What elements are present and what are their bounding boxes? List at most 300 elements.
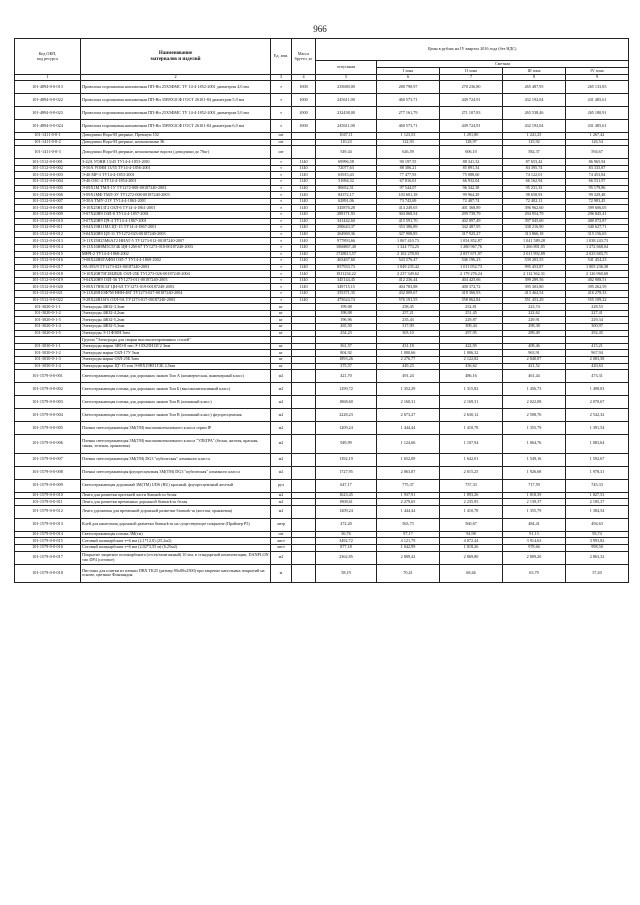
zone-3-price-cell: 1 355,79 xyxy=(503,505,566,518)
code-cell: 101-1512-0-0-004 xyxy=(15,178,81,185)
zone-1-price-cell: 563,73 xyxy=(377,518,440,531)
zone-2-price-cell: 99 964,29 xyxy=(440,192,503,199)
name-cell: Электроды марки ОЗЛ-17У 5мм xyxy=(81,350,271,357)
code-cell: 101-1512-0-0-012 xyxy=(15,231,81,238)
zone-1-price-cell: 2 160,31 xyxy=(377,396,440,409)
zone-3-price-cell: 2 112 362,31 xyxy=(503,271,566,278)
zone-2-price-cell: 94,98 xyxy=(440,531,503,538)
zone-2-price-cell: 1 642,01 xyxy=(440,453,503,466)
zone-4-price-cell: 265 133,83 xyxy=(566,81,629,94)
unit-cell: м2 xyxy=(271,466,292,479)
unit-cell: кг xyxy=(271,363,292,370)
code-cell: 101-1579-0-0-006 xyxy=(15,435,81,454)
unit-header: Ед. изм. xyxy=(271,39,292,75)
zone-4-price-cell: 395 262,59 xyxy=(566,284,629,291)
zone-4-price-cell: 74 453,84 xyxy=(566,172,629,179)
zone-1-price-cell: 77 477,93 xyxy=(377,172,440,179)
table-row xyxy=(15,545,629,552)
zone-4-price-cell: 93,74 xyxy=(566,531,629,538)
weight-cell: 1140 xyxy=(292,225,316,232)
zone-2-price-cell: 2 015,25 xyxy=(440,466,503,479)
unit-cell: т xyxy=(271,264,292,271)
name-cell: Пленка светоотражающая флуоресцентная 3M(TM) DG3 "кубическая" алмазного класса xyxy=(81,466,271,479)
code-cell: 101-1579-0-0-007 xyxy=(15,453,81,466)
zone-4-price-cell: 541 454,23 xyxy=(566,258,629,265)
wholesale-price-cell: 1728813,57 xyxy=(316,251,377,258)
zone-1-price-cell: 2 102 278,93 xyxy=(377,251,440,258)
zone-4-price-cell: 431 485,61 xyxy=(566,94,629,107)
zone-1-price-cell: 449,23 xyxy=(377,363,440,370)
unit-cell: литр xyxy=(271,518,292,531)
col-num: 8 xyxy=(503,75,566,81)
unit-cell: кг xyxy=(271,310,292,317)
table-row xyxy=(15,185,629,192)
wholesale-price-cell: 1908,61 xyxy=(316,499,377,506)
wholesale-price-cell: 1209,24 xyxy=(316,422,377,435)
zone-2-price-cell: 449 724,91 xyxy=(440,94,503,107)
unit-cell: рул xyxy=(271,479,292,492)
wholesale-price-cell: 421,70 xyxy=(316,370,377,383)
zone-4-price-cell: 2 863,32 xyxy=(566,551,629,564)
unit-cell: т xyxy=(271,277,292,284)
weight-cell: 1140 xyxy=(292,291,316,298)
zone-1-price-cell xyxy=(377,337,440,344)
zone-3-price-cell: 408,46 xyxy=(503,343,566,350)
zone-2-price-cell: 72 407,74 xyxy=(440,198,503,205)
table-row xyxy=(15,453,629,466)
zone-3-price-cell: 1 355,79 xyxy=(503,422,566,435)
code-cell: 101-3020-0-1-1 xyxy=(15,304,81,311)
code-cell: 101-1579-0-0-009 xyxy=(15,479,81,492)
table-row xyxy=(15,120,629,133)
wholesale-price-cell: 345144,45 xyxy=(316,277,377,284)
weight-cell xyxy=(292,518,316,531)
code-cell: 101-1512-0-0-013 xyxy=(15,238,81,245)
zone-4-price-cell: 400 072,87 xyxy=(566,218,629,225)
wholesale-price-cell: 264969,36 xyxy=(316,231,377,238)
zone-3-price-cell: 963,91 xyxy=(503,350,566,357)
zone-1-price-cell: 626,59 xyxy=(377,146,440,159)
zone-2-price-cell: 270 236,80 xyxy=(440,81,503,94)
unit-cell: т xyxy=(271,218,292,225)
zone-1-price-cell: 1 000,66 xyxy=(377,350,440,357)
code-cell: 101-1512-0-0-001 xyxy=(15,159,81,166)
zone-3-price-cell: 74 122,01 xyxy=(503,172,566,179)
zone-3-price-cell: 222,62 xyxy=(503,310,566,317)
weight-cell: 1140 xyxy=(292,264,316,271)
weight-cell xyxy=(292,453,316,466)
zone-4-price-cell: 99 329,48 xyxy=(566,192,629,199)
weight-cell xyxy=(292,422,316,435)
zone-1-price-cell: 1 042,99 xyxy=(377,545,440,552)
name-cell: Пленка светоотражающая 3M(TM) высокоинтенсивного класса серии IP xyxy=(81,422,271,435)
zone-1-price-cell: 317,09 xyxy=(377,324,440,331)
zone-2-price-cell: 2 179 276,24 xyxy=(440,271,503,278)
zone-1-price-cell: 88 306,21 xyxy=(377,165,440,172)
weight-cell xyxy=(292,357,316,364)
wholesale-price-cell: 1868,60 xyxy=(316,396,377,409)
zone-3-price-cell: 582,37 xyxy=(503,146,566,159)
zone-1-price-cell: 303,10 xyxy=(377,330,440,337)
name-cell: Сотовый поликарбонат т=6 мм (2,1*12,0) (25,2м2) xyxy=(81,538,271,545)
zone-2-price-cell: 2 122,82 xyxy=(440,357,503,364)
page-number: 966 xyxy=(313,24,327,34)
name-cell: Проволока порошковая наплавочная ПП-Нп 35В9Х3СФ ГОСТ 26101-84 диаметром 5,0 мм xyxy=(81,94,271,107)
name-cell: Э-08Х17Н8С6Г ЦН-6Л ТУ1273-019-00187240-2003 xyxy=(81,284,271,291)
table-row xyxy=(15,531,629,538)
wholesale-price-cell: 475624,74 xyxy=(316,297,377,304)
zone-2-price-cell: 229,87 xyxy=(440,317,503,324)
zone-4-price-cell: 227,41 xyxy=(566,310,629,317)
zone-1-price-cell: 258,45 xyxy=(377,304,440,311)
zone-3-price-cell: 2 809,20 xyxy=(503,551,566,564)
wholesale-price-cell: 110,23 xyxy=(316,139,377,146)
table-row xyxy=(15,218,629,225)
zone-3-price-cell: 2 011 992,89 xyxy=(503,251,566,258)
code-cell: 101-1512-0-0-014 xyxy=(15,244,81,251)
weight-cell: 1140 xyxy=(292,192,316,199)
name-cell: Э-07Х20Н9 ЦЧ-4 ТУ14-4-1867-2001 xyxy=(81,218,271,225)
zone-3-price-cell: 95 231,33 xyxy=(503,185,566,192)
name-cell: Э-09Х1М ТМЛ-1У ТУ1272-008-00187240-2003 xyxy=(81,185,271,192)
header-row-1 xyxy=(15,39,629,61)
wholesale-price-cell: 62891,06 xyxy=(316,198,377,205)
zone-2-price-cell: 2 235,95 xyxy=(440,499,503,506)
zone-4-price-cell: 126,54 xyxy=(566,139,629,146)
zone-1-price-cell: 90 197,55 xyxy=(377,159,440,166)
code-cell: 101-3030-0-1-2 xyxy=(15,350,81,357)
code-cell: 101-1579-0-0-003 xyxy=(15,396,81,409)
unit-cell: т xyxy=(271,120,292,133)
weight-cell: 1140 xyxy=(292,284,316,291)
name-cell: Э-07Х20Н9 ОЗЛ-8 ТУ14-4-1857-2001 xyxy=(81,211,271,218)
weight-cell xyxy=(292,551,316,564)
zone-3-price-cell: 1 456,73 xyxy=(503,383,566,396)
weight-cell: 1140 xyxy=(292,205,316,212)
code-cell: 101-1512-0-0-006 xyxy=(15,192,81,199)
zone-1-price-cell: 257,21 xyxy=(377,310,440,317)
code-cell: 101-1579-0-0-004 xyxy=(15,409,81,422)
zone-4-price-cell: 57,20 xyxy=(566,564,629,583)
weight-cell xyxy=(292,337,316,344)
unit-cell: т xyxy=(271,205,292,212)
zone-1-price-cell: 775,37 xyxy=(377,479,440,492)
zone-4-price-cell: 2 185,37 xyxy=(566,499,629,506)
wholesale-price-cell: 198,08 xyxy=(316,310,377,317)
unit-cell: т xyxy=(271,238,292,245)
weight-cell: 1140 xyxy=(292,198,316,205)
name-cell: ЭА-395/9 ТУ1273-023-00187240-2003 xyxy=(81,264,271,271)
table-row xyxy=(15,310,629,317)
zone-4-price-cell: 2 083,58 xyxy=(566,357,629,364)
weight-cell: 1140 xyxy=(292,251,316,258)
unit-cell: т xyxy=(271,225,292,232)
zone-4-header: IV зона xyxy=(566,68,629,75)
unit-cell: т xyxy=(271,211,292,218)
zone-4-price-cell: 415,21 xyxy=(566,343,629,350)
zone-2-price-cell: 75 088,60 xyxy=(440,172,503,179)
zone-2-price-cell: 1 018,26 xyxy=(440,545,503,552)
table-row xyxy=(15,192,629,199)
name-cell: Проволока порошковая наплавочная ПП-Нп 25Х5ФМС ТУ 14-4-1852-2001 диаметром 5,0 мм xyxy=(81,107,271,120)
zone-2-price-cell: 546 196,23 xyxy=(440,258,503,265)
table-row xyxy=(15,244,629,251)
zone-2-price-cell: 1 315,82 xyxy=(440,383,503,396)
zone-4-price-cell: 420,63 xyxy=(566,363,629,370)
table-row xyxy=(15,211,629,218)
zone-2-price-cell: 1 410,78 xyxy=(440,505,503,518)
zone-2-price-cell: 436,62 xyxy=(440,363,503,370)
zone-4-price-cell: 555 109,22 xyxy=(566,297,629,304)
unit-cell: м2 xyxy=(271,422,292,435)
table-row xyxy=(15,343,629,350)
table-row xyxy=(15,284,629,291)
code-cell: 101-1579-0-0-018 xyxy=(15,564,81,583)
wholesale-price-cell: 84372,17 xyxy=(316,192,377,199)
unit-cell: шт xyxy=(271,531,292,538)
code-cell: 101-1512-0-0-011 xyxy=(15,225,81,232)
table-row xyxy=(15,499,629,506)
name-cell: Э-09Х1МФ ТМЛ-3У ТУ1272-008-00187240-2003 xyxy=(81,192,271,199)
zone-1-price-cell: 2 276,77 xyxy=(377,357,440,364)
code-cell: 101-1512-0-0-008 xyxy=(15,205,81,212)
zone-4-price-cell: 315 156,65 xyxy=(566,231,629,238)
zone-3-price-cell: 995 453,87 xyxy=(503,264,566,271)
code-cell: 101-1512-0-0-016 xyxy=(15,258,81,265)
name-cell: Электроды марки ОЗЛ-25Б 3мм xyxy=(81,357,271,364)
wholesale-price-cell: 36,76 xyxy=(316,531,377,538)
zone-1-price-cell: 280 790,97 xyxy=(377,81,440,94)
zone-3-price-cell: 413 464,54 xyxy=(503,291,566,298)
name-cell: Доводчики Нора-М дверные, Премиум 102 xyxy=(81,133,271,140)
weight-cell xyxy=(292,330,316,337)
table-row xyxy=(15,317,629,324)
zone-3-price-cell: 2 139,37 xyxy=(503,499,566,506)
zone-2-price-cell: 606,10 xyxy=(440,146,503,159)
zone-2-price-cell: 404 425,66 xyxy=(440,277,503,284)
weight-cell xyxy=(292,146,316,159)
unit-cell: т xyxy=(271,271,292,278)
weight-cell: 1140 xyxy=(292,172,316,179)
code-cell: 101-1512-0-0-022 xyxy=(15,297,81,304)
zone-4-price-cell: 967,94 xyxy=(566,350,629,357)
table-row xyxy=(15,551,629,564)
zone-4-price-cell: 1 267,42 xyxy=(566,133,629,140)
unit-cell: кг xyxy=(271,317,292,324)
unit-cell: т xyxy=(271,165,292,172)
name-header: Наименование материалов и изделий xyxy=(81,39,271,75)
zone-2-price-cell: 1 006,32 xyxy=(440,350,503,357)
table-row xyxy=(15,258,629,265)
table-row xyxy=(15,304,629,311)
name-cell: Э-04Х20Н9 ЦЛ-11 ТУ1272-023-00187240-2003 xyxy=(81,231,271,238)
unit-cell: т xyxy=(271,159,292,166)
code-cell: 101-1579-0-0-005 xyxy=(15,422,81,435)
table-row xyxy=(15,165,629,172)
unit-cell: м2 xyxy=(271,492,292,499)
name-cell: Электроды Э-11Ф30Н 3мм xyxy=(81,330,271,337)
unit-cell: т xyxy=(271,251,292,258)
unit-cell: м2 xyxy=(271,370,292,383)
zone-1-price-cell: 460 573,71 xyxy=(377,120,440,133)
unit-cell: т xyxy=(271,185,292,192)
zone-2-price-cell: 88 341,32 xyxy=(440,159,503,166)
wholesale-price-cell: 3492,72 xyxy=(316,538,377,545)
code-cell: 101-3020-0-1-4 xyxy=(15,324,81,331)
weight-cell xyxy=(292,545,316,552)
wholesale-price-cell: 472,20 xyxy=(316,518,377,531)
weight-cell xyxy=(292,409,316,422)
zone-4-price-cell: 1 005 236,38 xyxy=(566,264,629,271)
code-cell: 101-1579-0-0-017 xyxy=(15,551,81,564)
zone-1-price-cell: 1 352,29 xyxy=(377,383,440,396)
zone-2-price-cell: 297,95 xyxy=(440,330,503,337)
wholesale-price-cell: 463467,60 xyxy=(316,258,377,265)
zone-1-price-cell: 277 161,79 xyxy=(377,107,440,120)
wholesale-price-cell: 1209,24 xyxy=(316,505,377,518)
zone-1-price-cell: 1 937,91 xyxy=(377,492,440,499)
name-cell: МНЧ-2 ТУ14-4-1868-2002 xyxy=(81,251,271,258)
weight-cell xyxy=(292,383,316,396)
name-cell: Сотовый поликарбонат т=6 мм (2,02*3,55 м) (6,25м2) xyxy=(81,545,271,552)
weight-cell: 1140 xyxy=(292,218,316,225)
table-row xyxy=(15,178,629,185)
zone-2-price-cell: 400 372,72 xyxy=(440,284,503,291)
zone-3-price-cell: 265 487,95 xyxy=(503,81,566,94)
zone-4-price-cell: 2 070,67 xyxy=(566,396,629,409)
zone-3-price-cell: 399 289,56 xyxy=(503,277,566,284)
zone-4-price-cell: 1 038 243,73 xyxy=(566,238,629,245)
wholesale-price-cell: 857933,73 xyxy=(316,264,377,271)
weight-cell xyxy=(292,304,316,311)
weight-cell: 1000 xyxy=(292,120,316,133)
code-cell: 101-3030-0-1-3 xyxy=(15,357,81,364)
col-num: 4 xyxy=(292,75,316,81)
zone-1-price-cell: 235,43 xyxy=(377,317,440,324)
wholesale-price-cell: 72077,63 xyxy=(316,165,377,172)
name-cell: Электроды марки ЗИО-8 тип Э-10Х25Н13Г2 3мм xyxy=(81,343,271,350)
name-cell: Э-04Х20Н9 ОЗЛ-36 ТУ1273-011-00187240-2003 xyxy=(81,277,271,284)
wholesale-price-cell: 1047,11 xyxy=(316,133,377,140)
zone-2-price-cell: 252,81 xyxy=(440,304,503,311)
wholesale-price-cell: 1811234,22 xyxy=(316,271,377,278)
estimate-header: Сметная xyxy=(377,61,629,68)
zone-4-price-cell: 292,45 xyxy=(566,330,629,337)
zone-4-price-cell: 1 592,67 xyxy=(566,453,629,466)
weight-cell xyxy=(292,435,316,454)
table-row xyxy=(15,251,629,258)
weight-cell xyxy=(292,505,316,518)
zone-3-price-cell: 223,74 xyxy=(503,304,566,311)
unit-cell: т xyxy=(271,297,292,304)
wholesale-price-cell: 245611,00 xyxy=(316,120,377,133)
table-row xyxy=(15,146,629,159)
zone-4-price-cell: 228,53 xyxy=(566,304,629,311)
unit-cell xyxy=(271,337,292,344)
wholesale-price-cell: 63915,43 xyxy=(316,172,377,179)
code-cell: 101-1579-0-0-002 xyxy=(15,383,81,396)
name-cell: Электроды 4ЖЗ2-5,2мм xyxy=(81,317,271,324)
name-cell: Доводчики Нора-М дверные, неокошенные Hi xyxy=(81,139,271,146)
zone-1-price-cell: 1 049 235,42 xyxy=(377,264,440,271)
zone-3-price-cell: 461,44 xyxy=(503,370,566,383)
weight-cell xyxy=(292,133,316,140)
table-row xyxy=(15,94,629,107)
zone-1-price-cell: 67 816,01 xyxy=(377,178,440,185)
col-num: 7 xyxy=(440,75,503,81)
zone-1-price-cell: 2 279,65 xyxy=(377,499,440,506)
table-row xyxy=(15,505,629,518)
name-cell: Электроды 4ЖЗ2-4,2мм xyxy=(81,310,271,317)
zone-2-price-cell: 1 280 967,76 xyxy=(440,244,503,251)
zone-2-price-cell: 558 062,84 xyxy=(440,297,503,304)
zone-1-price-cell: 122,93 xyxy=(377,139,440,146)
wholesale-price-cell: 2228,23 xyxy=(316,409,377,422)
zone-3-price-cell: 1 549,16 xyxy=(503,453,566,466)
wholesale-price-cell: 341442,60 xyxy=(316,218,377,225)
wholesale-price-cell: 290643,37 xyxy=(316,225,377,232)
zone-1-price-cell: 2 673,27 xyxy=(377,409,440,422)
wholesale-price-cell: 1392,19 xyxy=(316,453,377,466)
table-row xyxy=(15,139,629,146)
zone-4-price-cell: 340 627,71 xyxy=(566,225,629,232)
name-cell: Пленка светоотражающая 3M(TM) высокоинтенсивного класса "УЛЬТРА" (белая, желтая, красная, синяя, зеленая, оранжевая) xyxy=(81,435,271,454)
zone-4-price-cell: 998,50 xyxy=(566,545,629,552)
zone-2-price-cell: 418 366,93 xyxy=(440,291,503,298)
zone-4-price-cell: 1 827,53 xyxy=(566,492,629,499)
table-row xyxy=(15,435,629,454)
zone-4-price-cell: 2 542,32 xyxy=(566,409,629,422)
zone-2-price-cell: 560,67 xyxy=(440,518,503,531)
zone-3-price-cell: 289,49 xyxy=(503,330,566,337)
zone-1-price-cell: 304 068,54 xyxy=(377,211,440,218)
zone-4-price-cell: 229,34 xyxy=(566,317,629,324)
zone-1-price-cell: 431,18 xyxy=(377,343,440,350)
zone-4-price-cell: 431 485,61 xyxy=(566,120,629,133)
zone-3-price-cell: 3 914,63 xyxy=(503,538,566,545)
zone-2-price-cell: 4 072,44 xyxy=(440,538,503,545)
name-cell: Доводчики Нора-М дверные, неокошенные ворота (доводчики до 70кг) xyxy=(81,146,271,159)
zone-2-price-cell: 251,45 xyxy=(440,310,503,317)
code-cell: 101-1512-0-0-002 xyxy=(15,165,81,172)
zone-2-price-cell: 68,46 xyxy=(440,564,503,583)
code-cell: 101-1512-0-0-010 xyxy=(15,218,81,225)
zone-3-price-cell: 294 954,79 xyxy=(503,211,566,218)
weight-cell xyxy=(292,538,316,545)
table-row xyxy=(15,225,629,232)
table-row xyxy=(15,159,629,166)
weight-cell xyxy=(292,363,316,370)
unit-cell: шт xyxy=(271,146,292,159)
code-cell: 101-1411-0-0-2 xyxy=(15,139,81,146)
zone-3-price-cell: 1 241,25 xyxy=(503,133,566,140)
col-num: 9 xyxy=(566,75,629,81)
unit-cell: т xyxy=(271,231,292,238)
code-cell: 101-1512-0-0-005 xyxy=(15,185,81,192)
zone-3-price-cell: 2 022,08 xyxy=(503,396,566,409)
zone-2-price-cell: 317 925,27 xyxy=(440,231,503,238)
zone-2-price-cell: 2 169,31 xyxy=(440,396,503,409)
zone-1-price-cell: 97,17 xyxy=(377,531,440,538)
zone-3-price-cell: 1 818,39 xyxy=(503,492,566,499)
name-cell: Клей для нанесения дорожной разметки Stamark-ш на существующее покрытие (Праймер P5) xyxy=(81,518,271,531)
zone-1-price-cell: 97 544,07 xyxy=(377,185,440,192)
col-num: 2 xyxy=(81,75,271,81)
table-row xyxy=(15,357,629,364)
zone-3-price-cell: 484,41 xyxy=(503,518,566,531)
unit-cell: м2 xyxy=(271,383,292,396)
zone-1-price-cell: 1 324 774,25 xyxy=(377,244,440,251)
